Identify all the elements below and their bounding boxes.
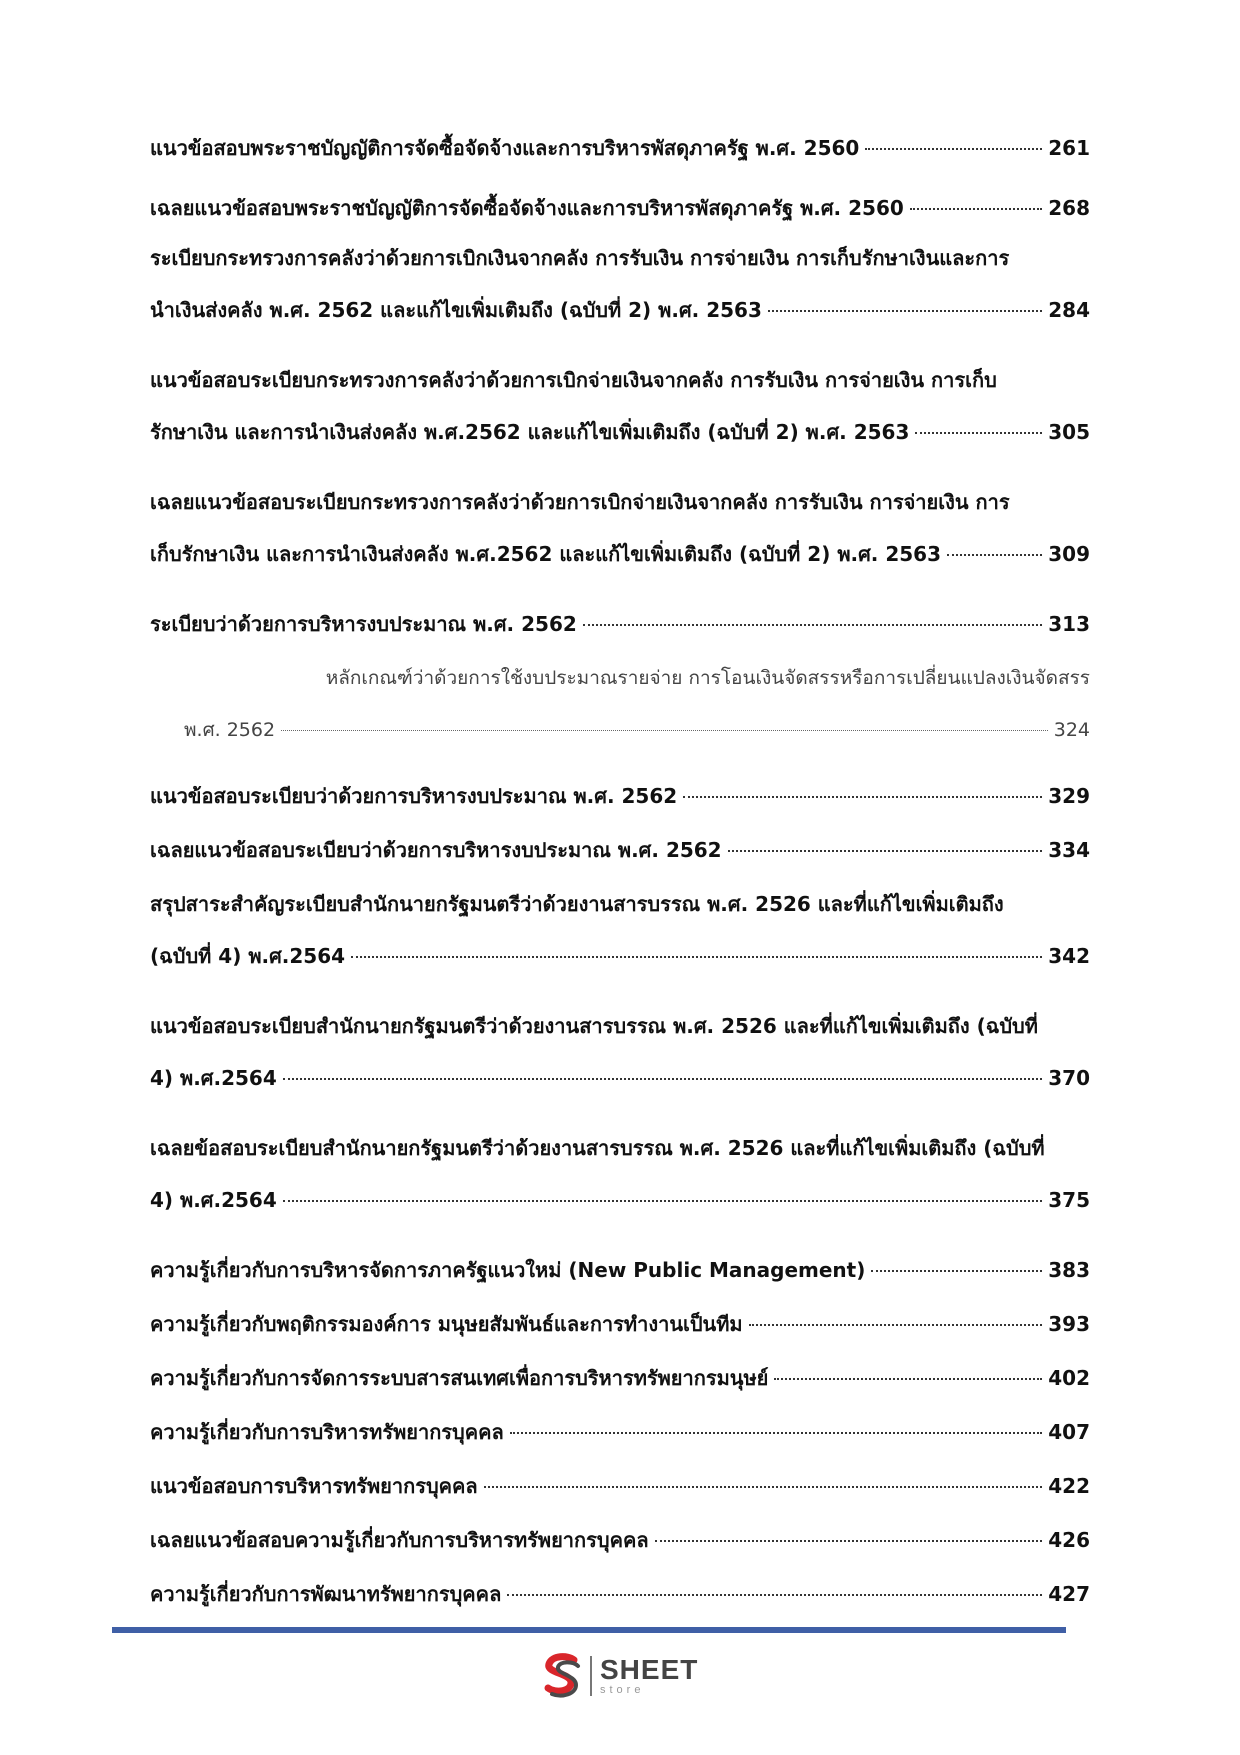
toc-page-number: 342 xyxy=(1048,944,1090,968)
dot-leader xyxy=(510,1432,1042,1434)
dot-leader xyxy=(655,1540,1043,1542)
logo-sub: store xyxy=(600,1684,645,1696)
dot-leader xyxy=(583,624,1042,626)
logo-word: SHEET xyxy=(600,1654,699,1685)
toc-entry-title: ระเบียบกระทรวงการคลังว่าด้วยการเบิกเงินจากคลัง การรับเงิน การจ่ายเงิน การเก็บรักษาเงินและการ xyxy=(150,246,1010,270)
toc-entry[interactable] xyxy=(150,1122,1090,1226)
dot-leader xyxy=(283,1200,1042,1202)
sheet-store-logo xyxy=(540,1650,720,1702)
toc-entry[interactable] xyxy=(150,1406,1090,1458)
toc-subentry[interactable] xyxy=(150,652,1090,756)
toc-page-number: 284 xyxy=(1048,298,1090,322)
toc-entry[interactable] xyxy=(150,770,1090,822)
toc-entry-title: เฉลยข้อสอบระเบียบสำนักนายกรัฐมนตรีว่าด้วยงานสารบรรณ พ.ศ. 2526 และที่แก้ไขเพิ่มเติมถึง (ฉบับที่ xyxy=(150,1136,1045,1160)
toc-entry-title: พ.ศ. 2562 xyxy=(184,719,276,741)
dot-leader xyxy=(947,554,1042,556)
toc-entry-title: ความรู้เกี่ยวกับการบริหารจัดการภาครัฐแนวใหม่ (New Public Management) xyxy=(150,1258,866,1282)
toc-entry[interactable] xyxy=(150,1298,1090,1350)
toc-page-number: 375 xyxy=(1048,1188,1090,1212)
toc-entry-title: ความรู้เกี่ยวกับการบริหารทรัพยากรบุคคล xyxy=(150,1420,504,1444)
dot-leader xyxy=(768,310,1042,312)
toc-page-number: 426 xyxy=(1048,1528,1090,1552)
toc-entry-title: แนวข้อสอบระเบียบสำนักนายกรัฐมนตรีว่าด้วยงานสารบรรณ พ.ศ. 2526 และที่แก้ไขเพิ่มเติมถึง (ฉบับที่ xyxy=(150,1014,1038,1038)
toc-entry-title: 4) พ.ศ.2564 xyxy=(150,1188,277,1212)
dot-leader xyxy=(910,208,1042,210)
toc-entry[interactable] xyxy=(150,1244,1090,1296)
toc-entry[interactable] xyxy=(150,824,1090,876)
toc-entry-title: แนวข้อสอบระเบียบว่าด้วยการบริหารงบประมาณ พ.ศ. 2562 xyxy=(150,784,678,808)
toc-page-number: 305 xyxy=(1048,420,1090,444)
toc-page-number: 393 xyxy=(1048,1312,1090,1336)
toc-entry-title: เฉลยแนวข้อสอบความรู้เกี่ยวกับการบริหารทรัพยากรบุคคล xyxy=(150,1528,649,1552)
toc-page-number: 268 xyxy=(1048,196,1090,220)
toc-entry-title: แนวข้อสอบพระราชบัญญัติการจัดซื้อจัดจ้างและการบริหารพัสดุภาครัฐ พ.ศ. 2560 xyxy=(150,136,860,160)
dot-leader xyxy=(728,850,1043,852)
toc-page-number: 407 xyxy=(1048,1420,1090,1444)
toc-entry-title: ความรู้เกี่ยวกับการจัดการระบบสารสนเทศเพื่อการบริหารทรัพยากรมนุษย์ xyxy=(150,1366,769,1390)
toc-entry-title: แนวข้อสอบระเบียบกระทรวงการคลังว่าด้วยการเบิกจ่ายเงินจากคลัง การรับเงิน การจ่ายเงิน การเก็บ xyxy=(150,368,997,392)
dot-leader xyxy=(683,796,1042,798)
toc-page-number: 313 xyxy=(1048,612,1090,636)
toc-entry-title: เฉลยแนวข้อสอบระเบียบว่าด้วยการบริหารงบประมาณ พ.ศ. 2562 xyxy=(150,838,722,862)
toc-page-number: 329 xyxy=(1048,784,1090,808)
toc-page-number: 324 xyxy=(1053,719,1090,741)
dot-leader xyxy=(915,432,1042,434)
toc-page-number: 427 xyxy=(1048,1582,1090,1606)
toc-entry-title: นำเงินส่งคลัง พ.ศ. 2562 และแก้ไขเพิ่มเติมถึง (ฉบับที่ 2) พ.ศ. 2563 xyxy=(150,298,762,322)
toc-entry[interactable] xyxy=(150,1460,1090,1512)
toc-page-number: 370 xyxy=(1048,1066,1090,1090)
toc-entry[interactable] xyxy=(150,1000,1090,1104)
toc-entry-title: แนวข้อสอบการบริหารทรัพยากรบุคคล xyxy=(150,1474,478,1498)
toc-entry-title: เฉลยแนวข้อสอบพระราชบัญญัติการจัดซื้อจัดจ้างและการบริหารพัสดุภาครัฐ พ.ศ. 2560 xyxy=(150,196,904,220)
toc-entry-title: 4) พ.ศ.2564 xyxy=(150,1066,277,1090)
toc-page-number: 422 xyxy=(1048,1474,1090,1498)
footer-divider xyxy=(112,1627,1066,1633)
dot-leader xyxy=(351,956,1042,958)
dot-leader xyxy=(507,1594,1042,1596)
toc-entry-title: หลักเกณฑ์ว่าด้วยการใช้งบประมาณรายจ่าย การโอนเงินจัดสรรหรือการเปลี่ยนแปลงเงินจัดสรร xyxy=(325,667,1090,689)
toc-entry-title: ระเบียบว่าด้วยการบริหารงบประมาณ พ.ศ. 2562 xyxy=(150,612,577,636)
toc-entry[interactable] xyxy=(150,122,1090,174)
toc-entry-title: (ฉบับที่ 4) พ.ศ.2564 xyxy=(150,944,346,968)
toc-entry-title: สรุปสาระสำคัญระเบียบสำนักนายกรัฐมนตรีว่าด้วยงานสารบรรณ พ.ศ. 2526 และที่แก้ไขเพิ่มเติมถึง xyxy=(150,892,1004,916)
toc-entry[interactable] xyxy=(150,232,1090,336)
toc-page-number: 261 xyxy=(1048,136,1090,160)
toc-page-number: 402 xyxy=(1048,1366,1090,1390)
dot-leader xyxy=(484,1486,1043,1488)
toc-entry-title: ความรู้เกี่ยวกับการพัฒนาทรัพยากรบุคคล xyxy=(150,1582,502,1606)
toc-page-number: 334 xyxy=(1048,838,1090,862)
toc-entry[interactable] xyxy=(150,476,1090,580)
dot-leader xyxy=(865,148,1042,150)
toc-entry[interactable] xyxy=(150,878,1090,982)
dot-leader xyxy=(774,1378,1042,1380)
toc-entry[interactable] xyxy=(150,1514,1090,1566)
dot-leader xyxy=(871,1270,1042,1272)
sheet-store-s-icon xyxy=(540,1652,584,1700)
logo-text xyxy=(600,1656,698,1696)
toc-entry-title: เฉลยแนวข้อสอบระเบียบกระทรวงการคลังว่าด้วยการเบิกจ่ายเงินจากคลัง การรับเงิน การจ่ายเงิน การ xyxy=(150,490,1010,514)
toc-entry[interactable] xyxy=(150,1568,1090,1620)
toc-page-number: 383 xyxy=(1048,1258,1090,1282)
toc-page-number: 309 xyxy=(1048,542,1090,566)
dot-leader xyxy=(281,730,1048,731)
logo-divider xyxy=(590,1656,592,1696)
toc-entry-title: เก็บรักษาเงิน และการนำเงินส่งคลัง พ.ศ.2562 และแก้ไขเพิ่มเติมถึง (ฉบับที่ 2) พ.ศ. 2563 xyxy=(150,542,942,566)
toc-entry[interactable] xyxy=(150,598,1090,650)
toc-entry[interactable] xyxy=(150,1352,1090,1404)
toc-entry[interactable] xyxy=(150,182,1090,234)
toc-entry-title: รักษาเงิน และการนำเงินส่งคลัง พ.ศ.2562 และแก้ไขเพิ่มเติมถึง (ฉบับที่ 2) พ.ศ. 2563 xyxy=(150,420,910,444)
toc-entry[interactable] xyxy=(150,354,1090,458)
dot-leader xyxy=(283,1078,1042,1080)
dot-leader xyxy=(749,1324,1043,1326)
toc-entry-title: ความรู้เกี่ยวกับพฤติกรรมองค์การ มนุษยสัมพันธ์และการทำงานเป็นทีม xyxy=(150,1312,743,1336)
